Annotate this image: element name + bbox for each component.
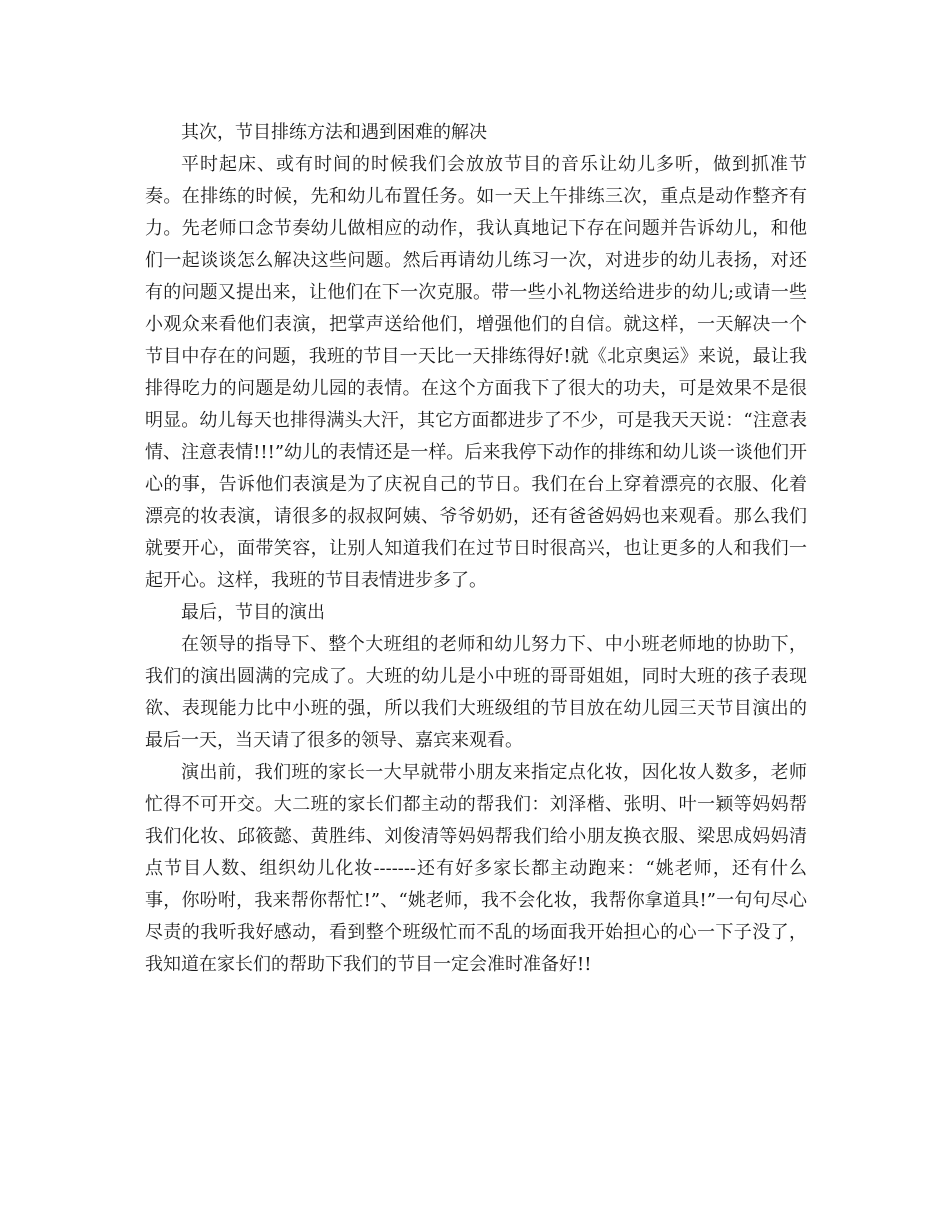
paragraph-rehearsal-method: 平时起床、或有时间的时候我们会放放节目的音乐让幼儿多听，做到抓准节奏。在排练的时候，先和幼儿布置任务。如一天上午排练三次，重点是动作整齐有力。先老师口念节奏幼儿做相应的动作，我认真地记下存在问题并告诉幼儿，和他们一起谈谈怎么解决这些问题。然后再请幼儿练习一次，对进步的幼儿表扬，对还有的问题又提出来，让他们在下一次克服。带一些小礼物送给进步的幼儿;或请一些小观众来看他们表演，把掌声送给他们，增强他们的自信。就这样，一天解决一个节目中存在的问题，我班的节目一天比一天排练得好!就《北京奥运》来说，最让我排得吃力的问题是幼儿园的表情。在这个方面我下了很大的功夫，可是效果不是很明显。幼儿每天也排得满头大汗，其它方面都进步了不少，可是我天天说：“注意表情、注意表情!!!”幼儿的表情还是一样。后来我停下动作的排练和幼儿谈一谈他们开心的事，告诉他们表演是为了庆祝自己的节日。我们在台上穿着漂亮的衣服、化着漂亮的妆表演，请很多的叔叔阿姨、爷爷奶奶，还有爸爸妈妈也来观看。那么我们就要开心，面带笑容，让别人知道我们在过节日时很高兴，也让更多的人和我们一起开心。这样，我班的节目表情进步多了。 — [145, 154, 807, 591]
section-heading-rehearsal: 其次，节目排练方法和遇到困难的解决 — [181, 122, 487, 143]
paragraph-performance-summary: 在领导的指导下、整个大班组的老师和幼儿努力下、中小班老师地的协助下，我们的演出圆满的完成了。大班的幼儿是小中班的哥哥姐姐，同时大班的孩子表现欲、表现能力比中小班的强，所以我们大班级组的节目放在幼儿园三天节目演出的最后一天，当天请了很多的领导、嘉宾来观看。 — [145, 634, 807, 751]
paragraph-before-performance: 演出前，我们班的家长一大早就带小朋友来指定点化妆，因化妆人数多，老师忙得不可开交。大二班的家长们都主动的帮我们：刘泽楷、张明、叶一颖等妈妈帮我们化妆、邱筱懿、黄胜纬、刘俊清等妈妈帮我们给小朋友换衣服、梁思成妈妈清点节目人数、组织幼儿化妆-------还有好多家长都主动跑来：“姚老师，还有什么事，你吩咐，我来帮你帮忙!”、“姚老师，我不会化妆，我帮你拿道具!”一句句尽心尽责的我听我好感动，看到整个班级忙而不乱的场面我开始担心的心一下子没了，我知道在家长们的帮助下我们的节目一定会准时准备好!! — [145, 762, 807, 975]
document-body — [145, 117, 807, 981]
section-heading-performance: 最后，节目的演出 — [181, 602, 325, 623]
